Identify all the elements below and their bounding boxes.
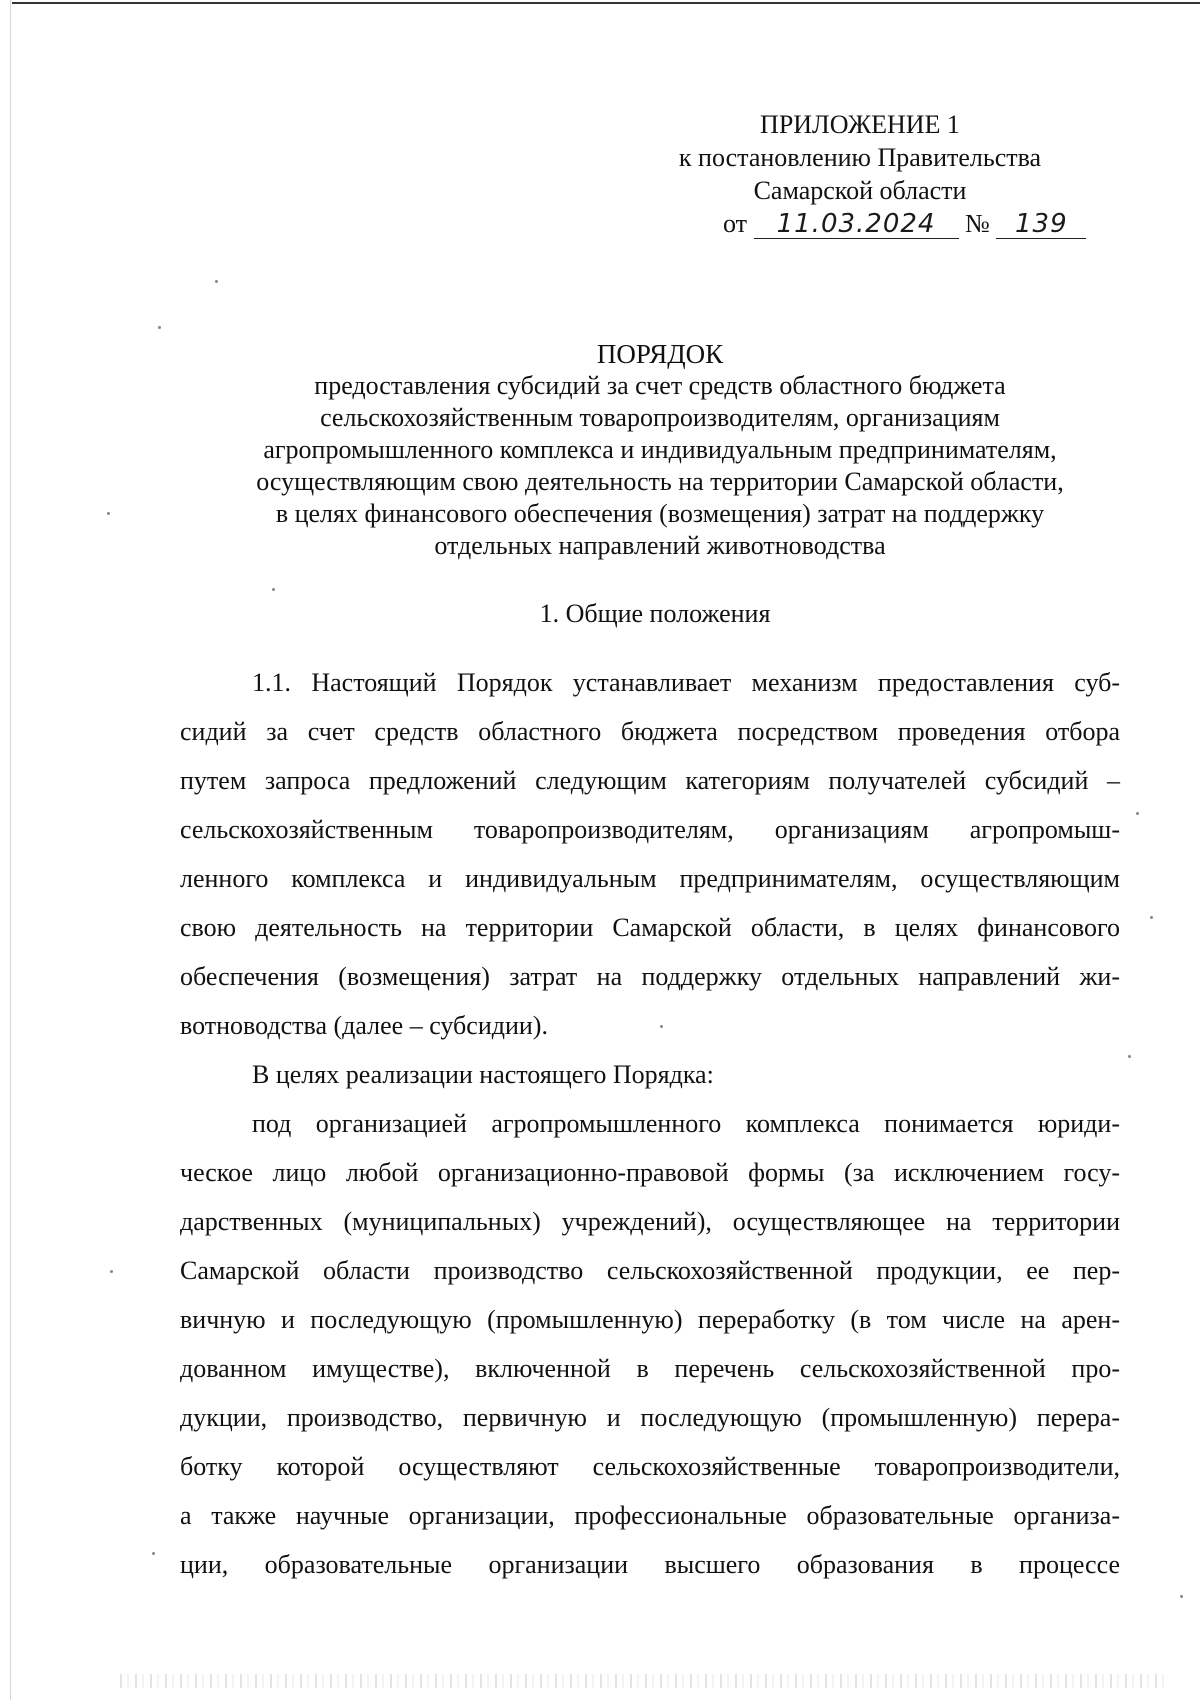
body-line: ботку которой осуществляют сельскохозяйственные товаропроизводители,	[180, 1452, 1120, 1481]
scan-speck	[660, 1025, 663, 1028]
appendix-label: ПРИЛОЖЕНИЕ 1	[760, 110, 960, 139]
body-line: дукции, производство, первичную и последующую (промышленную) перера-	[180, 1403, 1120, 1432]
body-line: Самарской области производство сельскохозяйственной продукции, ее пер-	[180, 1256, 1120, 1285]
subtitle-line: отдельных направлений животноводства	[434, 531, 886, 560]
subtitle-line: осуществляющим свою деятельность на территории Самарской области,	[256, 467, 1064, 496]
body-line: В целях реализации настоящего Порядка:	[252, 1060, 714, 1089]
scan-speck	[215, 280, 218, 283]
handwritten-number: 139	[996, 210, 1086, 239]
body-line: обеспечения (возмещения) затрат на поддержку отдельных направлений жи-	[180, 962, 1120, 991]
body-line: сидий за счет средств областного бюджета посредством проведения отбора	[180, 717, 1120, 746]
subtitle-line: в целях финансового обеспечения (возмещения) затрат на поддержку	[275, 499, 1045, 528]
scan-speck	[272, 588, 275, 591]
appendix-header	[650, 108, 1070, 240]
body-line: свою деятельность на территории Самарской области, в целях финансового	[180, 913, 1120, 942]
appendix-region: Самарской области	[753, 176, 967, 205]
scan-top-border	[12, 2, 1200, 4]
body-line: дарственных (муниципальных) учреждений), осуществляющее на территории	[180, 1207, 1120, 1236]
date-prefix: от	[723, 209, 748, 238]
body-line: ческое лицо любой организационно-правовой формы (за исключением госу-	[180, 1158, 1120, 1187]
body-line: сельскохозяйственным товаропроизводителям, организациям агропромыш-	[180, 815, 1120, 844]
body-line: а также научные организации, профессиональные образовательные организа-	[180, 1501, 1120, 1530]
document-body	[180, 658, 1120, 1589]
document-subtitle	[190, 370, 1130, 562]
scan-speck	[1150, 916, 1153, 919]
subtitle-line: агропромышленного комплекса и индивидуальным предпринимателям,	[263, 435, 1057, 464]
body-line: вотноводства (далее – субсидии).	[180, 1011, 548, 1040]
scan-speck	[158, 326, 161, 329]
scan-speck	[1180, 1595, 1183, 1598]
body-line: под организацией агропромышленного комплекса понимается юриди-	[252, 1109, 1120, 1138]
appendix-date-line	[650, 207, 1070, 240]
body-line: путем запроса предложений следующим категориям получателей субсидий –	[180, 766, 1120, 795]
handwritten-date: 11.03.2024	[754, 210, 959, 239]
section-heading: 1. Общие положения	[539, 599, 771, 628]
subtitle-line: предоставления субсидий за счет средств областного бюджета	[314, 371, 1006, 400]
subtitle-line: сельскохозяйственным товаропроизводителям, организациям	[320, 403, 1000, 432]
body-line: ции, образовательные организации высшего образования в процессе	[180, 1550, 1120, 1579]
body-line: 1.1. Настоящий Порядок устанавливает механизм предоставления суб-	[252, 668, 1120, 697]
document-title: ПОРЯДОК	[596, 339, 724, 369]
appendix-reference: к постановлению Правительства	[678, 143, 1042, 172]
scan-left-edge	[10, 0, 11, 1700]
scan-speck	[110, 1270, 113, 1273]
scan-speck	[107, 512, 110, 515]
body-line: ленного комплекса и индивидуальным предпринимателям, осуществляющим	[180, 864, 1120, 893]
scan-speck	[152, 1552, 155, 1555]
scan-bottom-noise	[120, 1674, 1170, 1688]
scan-speck	[1128, 1055, 1131, 1058]
number-prefix: №	[965, 209, 990, 238]
scan-speck	[1136, 812, 1139, 815]
body-line: вичную и последующую (промышленную) переработку (в том числе на арен-	[180, 1305, 1120, 1334]
body-line: дованном имуществе), включенной в перечень сельскохозяйственной про-	[180, 1354, 1120, 1383]
